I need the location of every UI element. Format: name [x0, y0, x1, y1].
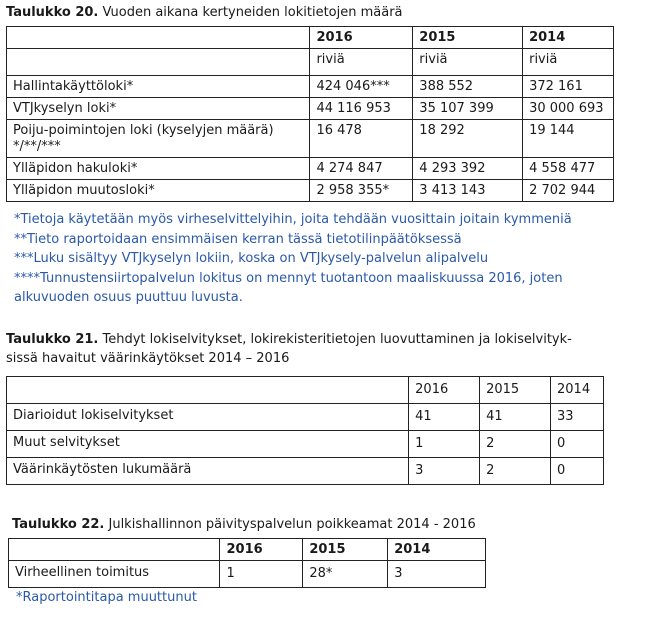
- table20: [6, 26, 614, 202]
- table-cell: 19 144: [523, 120, 614, 158]
- table-row: [7, 404, 604, 431]
- row-label: Ylläpidon muutosloki*: [7, 180, 310, 202]
- table-row: [7, 76, 614, 98]
- row-label-line1: Poiju-poimintojen loki (kyselyjen määrä): [13, 123, 274, 138]
- table-cell: 0: [551, 458, 604, 485]
- table-cell: 33: [551, 404, 604, 431]
- table-cell: 1: [409, 431, 480, 458]
- table22-caption: [12, 516, 476, 534]
- table-cell: 28*: [303, 561, 388, 588]
- table-cell: 424 046***: [310, 76, 413, 98]
- footnote: *Raportointitapa muuttunut: [16, 590, 197, 605]
- table22-caption-number: Taulukko 22.: [12, 517, 105, 532]
- row-label: Virheellinen toimitus: [9, 561, 220, 588]
- row-label: Ylläpidon hakuloki*: [7, 158, 310, 180]
- year-header: 2016: [220, 539, 303, 561]
- table20-caption-number: Taulukko 20.: [6, 5, 99, 20]
- year-header: 2015: [480, 377, 551, 404]
- row-label: Diarioidut lokiselvitykset: [7, 404, 409, 431]
- table-cell: 1: [220, 561, 303, 588]
- table-cell: 4 558 477: [523, 158, 614, 180]
- table-cell: 35 107 399: [413, 98, 523, 120]
- table22: [8, 538, 486, 588]
- year-header: 2015: [303, 539, 388, 561]
- table-row: [7, 49, 614, 76]
- table21: [6, 376, 604, 485]
- row-label: VTJkyselyn loki*: [7, 98, 310, 120]
- table-cell: 4 293 392: [413, 158, 523, 180]
- year-header: 2016: [409, 377, 480, 404]
- table-cell: 41: [409, 404, 480, 431]
- year-header: 2014: [551, 377, 604, 404]
- footnote: **Tieto raportoidaan ensimmäisen kerran tässä tietotilinpäätöksessä: [14, 231, 462, 247]
- table-row: [9, 539, 486, 561]
- table-header-cell: [7, 377, 409, 404]
- table-cell: 2: [480, 458, 551, 485]
- table-row: [7, 180, 614, 202]
- table22-notes: [16, 588, 197, 608]
- table-row: [7, 431, 604, 458]
- table21-caption-line2: sissä havaitut väärinkäytökset 2014 – 2016: [6, 351, 290, 366]
- table-row: [7, 458, 604, 485]
- footnote: ***Luku sisältyy VTJkyselyn lokiin, koska on VTJkysely-palvelun alipalvelu: [14, 251, 489, 266]
- year-header: 2016: [310, 27, 413, 49]
- table-row: [7, 27, 614, 49]
- table-cell: 44 116 953: [310, 98, 413, 120]
- year-header: 2014: [523, 27, 614, 49]
- table21-caption: [6, 330, 572, 368]
- table-row: [7, 158, 614, 180]
- row-label: Väärinkäytösten lukumäärä: [7, 458, 409, 485]
- table20-notes: [14, 210, 572, 308]
- row-label: Muut selvitykset: [7, 431, 409, 458]
- row-label-line2: */**/***: [13, 139, 61, 154]
- table21-caption-number: Taulukko 21.: [6, 332, 99, 347]
- table-cell: 2 702 944: [523, 180, 614, 202]
- table-cell: 41: [480, 404, 551, 431]
- table21-caption-line1: Tehdyt lokiselvitykset, lokirekisteritietojen luovuttaminen ja lokiselvityk-: [98, 332, 572, 347]
- table-header-cell: [9, 539, 220, 561]
- table-cell: 2 958 355*: [310, 180, 413, 202]
- table-header-cell: [7, 27, 310, 49]
- table-cell: 16 478: [310, 120, 413, 158]
- footnote: alkuvuoden osuus puuttuu luvusta.: [14, 290, 243, 305]
- row-label: [7, 120, 310, 158]
- table20-caption: [6, 4, 403, 22]
- unit-cell: riviä: [310, 49, 413, 76]
- table-cell: 4 274 847: [310, 158, 413, 180]
- footnote: *Tietoja käytetään myös virheselvittelyihin, joita tehdään vuosittain joitain kymmeniä: [14, 212, 572, 227]
- row-label: Hallintakäyttöloki*: [7, 76, 310, 98]
- table22-caption-text: Julkishallinnon päivityspalvelun poikkeamat 2014 - 2016: [104, 517, 476, 532]
- table-cell: 3: [409, 458, 480, 485]
- table-row: [7, 377, 604, 404]
- table-cell: 388 552: [413, 76, 523, 98]
- year-header: 2015: [413, 27, 523, 49]
- table-cell: 30 000 693: [523, 98, 614, 120]
- table-cell: 3: [388, 561, 486, 588]
- footnote: ****Tunnustensiirtopalvelun lokitus on mennyt tuotantoon maaliskuussa 2016, joten: [14, 270, 563, 286]
- table-cell: 0: [551, 431, 604, 458]
- table-row: [9, 561, 486, 588]
- table-cell: 3 413 143: [413, 180, 523, 202]
- unit-cell: riviä: [523, 49, 614, 76]
- table20-caption-text: Vuoden aikana kertyneiden lokitietojen määrä: [98, 5, 403, 20]
- unit-cell: riviä: [413, 49, 523, 76]
- table-row: [7, 120, 614, 158]
- year-header: 2014: [388, 539, 486, 561]
- table-cell: 18 292: [413, 120, 523, 158]
- table-cell: 372 161: [523, 76, 614, 98]
- table-row: [7, 98, 614, 120]
- table-cell: [7, 49, 310, 76]
- table-cell: 2: [480, 431, 551, 458]
